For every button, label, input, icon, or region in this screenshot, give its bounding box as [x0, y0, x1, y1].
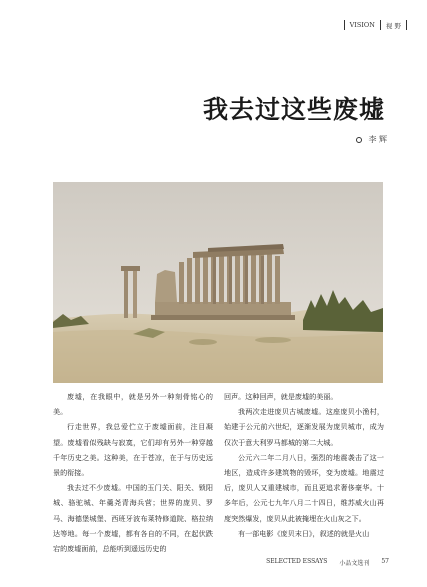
circle-bullet-icon: [356, 137, 362, 143]
paragraph: 行走世界，我总爱伫立于废墟面前，注目凝望。废墟看似残缺与寂寞，它们却有另外一种穿越千年历史之美。这种美，在于苍凉，在于与历史远景的衔接。: [53, 422, 213, 478]
ruins-photo: [53, 182, 383, 383]
paragraph: 废墟，在我眼中，就是另外一种刻骨铭心的美。: [53, 392, 213, 417]
author-name: 李 辉: [368, 135, 387, 144]
section-label-cn: 视 野: [385, 21, 401, 30]
article-title: 我去过这些废墟: [202, 95, 385, 124]
body-column-right: [224, 389, 384, 541]
page-footer: [266, 558, 389, 567]
paragraph: 我两次走进庞贝古城废墟。这座庞贝小渔村，始建于公元前六世纪，逐渐发展为庞贝城市，成为仅次于意大利罗马都城的第二大城。: [224, 407, 384, 447]
body-column-left: [53, 389, 213, 556]
paragraph: 公元六二年二月八日，强烈的地震袭击了这一地区，造成许多建筑物的毁坏，变为废墟。地震过后，庞贝人又重建城市，而且更追求奢侈豪华。十多年后，公元七九年八月二十四日，维苏威火山再度突然爆发，庞贝从此被掩埋在火山灰之下。: [224, 452, 384, 523]
magazine-name-cn: 小品文选刊: [339, 560, 370, 567]
header-divider: [380, 20, 381, 30]
paragraph: 回声。这种回声，就是废墟的美丽。: [224, 392, 338, 401]
paragraph: 我去过不少废墟。中国的玉门关、阳关、锁阳城、骆驼城、年羹尧青海兵营；世界的庞贝、罗马、海德堡城堡、西班牙波布莱特修道院、格拉纳达等地。每一个废墟，都有各自的不同，在起伏跌宕的废墟面前，总能听到遥远历史的: [53, 483, 213, 554]
section-label-en: VISION: [349, 21, 375, 29]
header-divider: [406, 20, 407, 30]
page-number: 57: [381, 558, 389, 565]
paragraph: 有一部电影《庞贝末日》，叙述的就是火山: [238, 528, 370, 538]
magazine-name-en: SELECTED ESSAYS: [266, 558, 328, 565]
header-divider: [344, 20, 345, 30]
author-line: [356, 134, 387, 145]
section-header: [344, 20, 407, 30]
temple-ruins-illustration: [53, 182, 383, 383]
